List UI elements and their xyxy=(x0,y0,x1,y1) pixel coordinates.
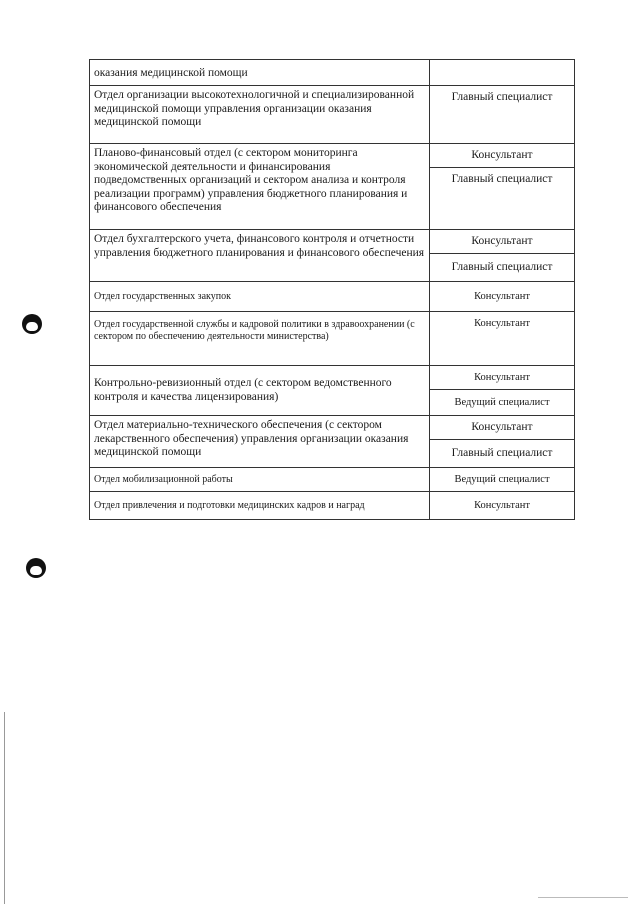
positions-table xyxy=(89,59,575,520)
department-cell: оказания медицинской помощи xyxy=(90,60,430,86)
department-cell: Отдел материально-технического обеспечения (с сектором лекарственного обеспечения) управления организации оказания медицинской помощи xyxy=(90,416,430,468)
department-cell: Отдел государственных закупок xyxy=(90,282,430,312)
table-row xyxy=(90,144,575,168)
department-cell: Отдел организации высокотехнологичной и специализированной медицинской помощи управления организации оказания медицинской помощи xyxy=(90,86,430,144)
position-cell: Главный специалист xyxy=(430,86,575,144)
department-cell: Отдел мобилизационной работы xyxy=(90,468,430,492)
position-cell xyxy=(430,60,575,86)
position-cell: Консультант xyxy=(430,492,575,520)
table-row xyxy=(90,282,575,312)
position-cell: Ведущий специалист xyxy=(430,390,575,416)
scan-artifact xyxy=(538,897,628,898)
department-cell: Планово-финансовый отдел (с сектором мониторинга экономической деятельности и финансирования подведомственных организаций и сектором анализа и контроля реализации программ) управления бюджетного планирования и финансового обеспечения xyxy=(90,144,430,230)
position-cell: Ведущий специалист xyxy=(430,468,575,492)
table-row xyxy=(90,312,575,366)
position-cell: Главный специалист xyxy=(430,168,575,230)
table-row xyxy=(90,366,575,390)
department-cell: Контрольно-ревизионный отдел (с сектором ведомственного контроля и качества лицензирования) xyxy=(90,366,430,416)
position-cell: Консультант xyxy=(430,312,575,366)
position-cell: Консультант xyxy=(430,416,575,440)
scan-edge-line xyxy=(4,712,5,904)
position-cell: Консультант xyxy=(430,366,575,390)
department-cell: Отдел государственной службы и кадровой политики в здравоохранении (с сектором по обеспечению деятельности министерства) xyxy=(90,312,430,366)
table-row xyxy=(90,468,575,492)
table-row xyxy=(90,86,575,144)
department-cell: Отдел бухгалтерского учета, финансового контроля и отчетности управления бюджетного планирования и финансового обеспечения xyxy=(90,230,430,282)
position-cell: Главный специалист xyxy=(430,440,575,468)
table-row xyxy=(90,416,575,440)
department-cell: Отдел привлечения и подготовки медицинских кадров и наград xyxy=(90,492,430,520)
table-row xyxy=(90,230,575,254)
punch-hole-bottom xyxy=(26,558,46,578)
table-row xyxy=(90,492,575,520)
position-cell: Консультант xyxy=(430,282,575,312)
punch-hole-top xyxy=(22,314,42,334)
position-cell: Консультант xyxy=(430,144,575,168)
position-cell: Консультант xyxy=(430,230,575,254)
table-row xyxy=(90,60,575,86)
position-cell: Главный специалист xyxy=(430,254,575,282)
